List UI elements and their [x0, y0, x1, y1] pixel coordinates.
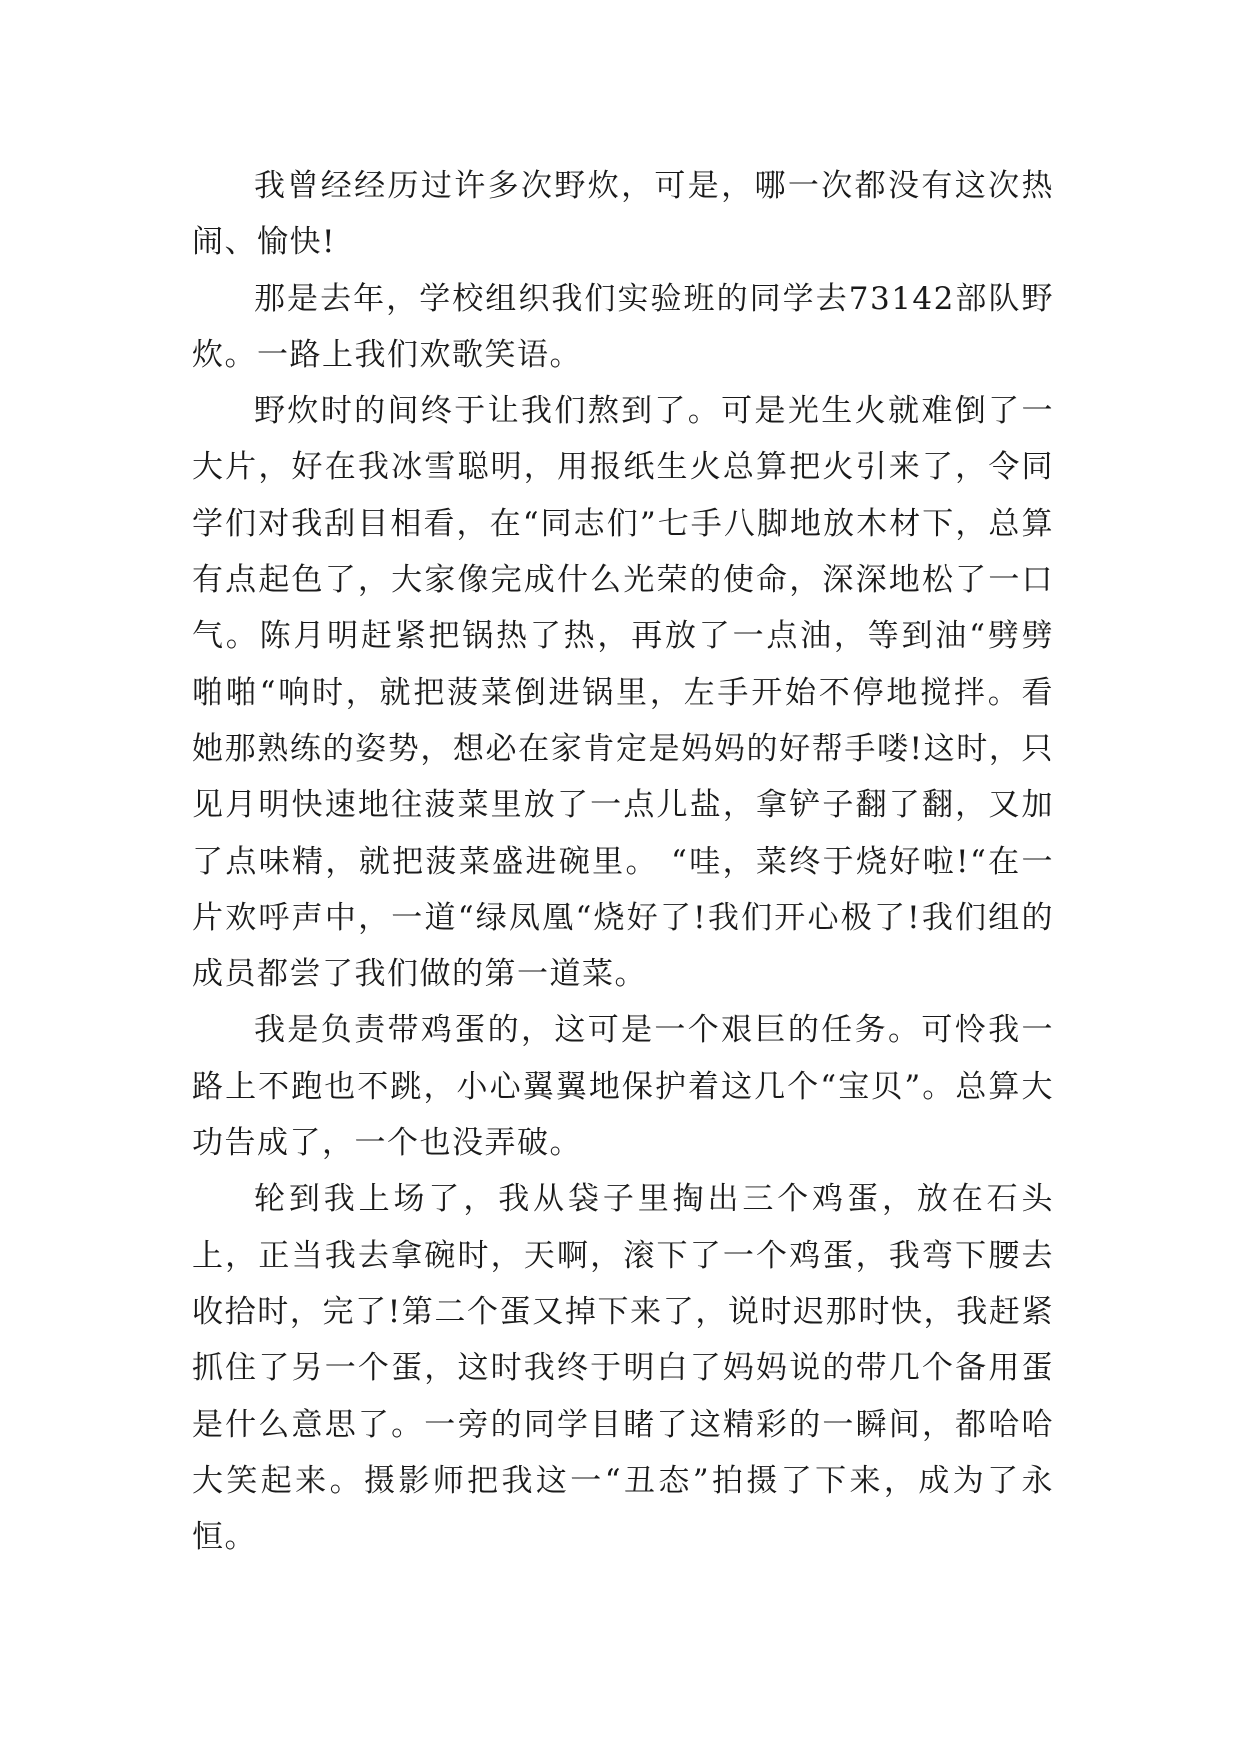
paragraph-5: 轮到我上场了，我从袋子里掏出三个鸡蛋，放在石头上，正当我去拿碗时，天啊，滚下了一个鸡蛋，我弯下腰去收拾时，完了!第二个蛋又掉下来了，说时迟那时快，我赶紧抓住了另一个蛋，这时我终于明白了妈妈说的带几个备用蛋是什么意思了。一旁的同学目睹了这精彩的一瞬间，都哈哈大笑起来。摄影师把我这一“丑态”拍摄了下来，成为了永恒。 — [192, 1181, 1054, 1556]
paragraph-3: 野炊时的间终于让我们熬到了。可是光生火就难倒了一大片，好在我冰雪聪明，用报纸生火总算把火引来了，令同学们对我刮目相看，在“同志们”七手八脚地放木材下，总算有点起色了，大家像完成什么光荣的使命，深深地松了一口气。陈月明赶紧把锅热了热，再放了一点油，等到油“劈劈啪啪“响时，就把菠菜倒进锅里，左手开始不停地搅拌。看她那熟练的姿势，想必在家肯定是妈妈的好帮手喽!这时，只见月明快速地往菠菜里放了一点儿盐，拿铲子翻了翻，又加了点味精，就把菠菜盛进碗里。 “哇，菜终于烧好啦!“在一片欢呼声中，一道“绿凤凰“烧好了!我们开心极了!我们组的成员都尝了我们做的第一道菜。 — [192, 393, 1054, 993]
paragraph-2: 那是去年，学校组织我们实验班的同学去73142部队野炊。一路上我们欢歌笑语。 — [192, 280, 1054, 373]
paragraph-4: 我是负责带鸡蛋的，这可是一个艰巨的任务。可怜我一路上不跑也不跳，小心翼翼地保护着这几个“宝贝”。总算大功告成了，一个也没弄破。 — [192, 1012, 1054, 1162]
paragraph-1: 我曾经经历过许多次野炊，可是，哪一次都没有这次热闹、愉快! — [192, 168, 1054, 261]
essay-body — [192, 158, 1054, 1565]
